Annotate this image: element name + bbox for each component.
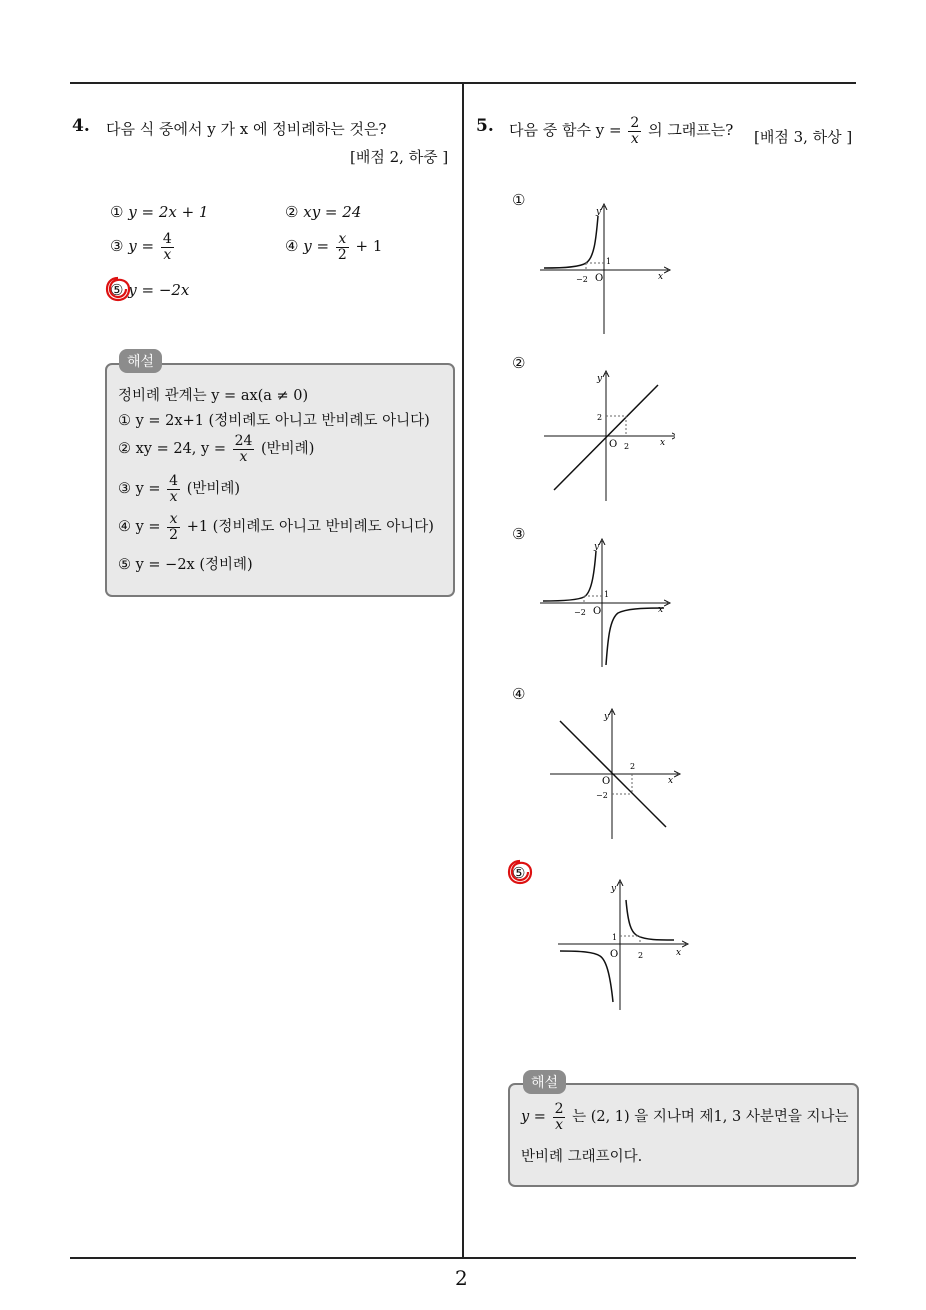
svg-text:y: y	[597, 374, 603, 384]
q5-graph-3[interactable]	[540, 537, 675, 672]
q5-question-text: 다음 중 함수 y = $\frac{2}{x}$ 의 그래프는?	[509, 115, 734, 147]
svg-text:−2: −2	[596, 791, 608, 800]
svg-text:1: 1	[612, 933, 618, 942]
option-prefix: y =	[303, 237, 330, 256]
option-text: y = −2x	[128, 281, 190, 299]
option-marker: ①	[110, 203, 124, 221]
q5-expl-line1: y = $\frac{2}{x}$ 는 (2, 1) 을 지나며 제1, 3 사분면을 지나는	[521, 1101, 849, 1133]
svg-text:O: O	[595, 273, 604, 284]
column-divider	[462, 84, 464, 1259]
svg-text:y: y	[596, 207, 602, 217]
svg-text:x: x	[668, 776, 674, 786]
q4-option-4[interactable]	[285, 232, 382, 262]
q5-expl-line2: 반비례 그래프이다.	[521, 1149, 643, 1165]
q5-option-4-marker[interactable]: ④	[512, 685, 526, 703]
option-marker: ⑤	[110, 281, 124, 299]
q5-graph-5[interactable]	[556, 878, 691, 1013]
q4-answer-circle-icon	[104, 275, 132, 303]
bottom-rule	[70, 1257, 856, 1259]
q5-meta: [배점 3, 하상 ]	[754, 128, 853, 146]
q4-explanation-tag: 해설	[119, 349, 162, 373]
svg-text:x: x	[660, 438, 666, 448]
page-number: 2	[455, 1266, 468, 1290]
q4-question-text: 다음 식 중에서 y 가 x 에 정비례하는 것은?	[106, 120, 387, 138]
svg-text:−2: −2	[574, 608, 586, 617]
q4-expl-line3: ③ y = $\frac{4}{x}$ (반비례)	[118, 473, 241, 505]
option-suffix: + 1	[355, 237, 383, 256]
q4-expl-line4: ④ y = $\frac{x}{2}$ +1 (정비례도 아니고 반비례도 아니다)	[118, 511, 434, 543]
q5-graph-1[interactable]	[540, 200, 675, 340]
fraction: $\frac{4}{x}$	[162, 231, 172, 263]
q4-number: 4.	[72, 116, 90, 136]
svg-text:x: x	[658, 272, 664, 282]
svg-text:1: 1	[606, 257, 612, 266]
q5-option-5-marker[interactable]: ⑤	[512, 864, 526, 882]
svg-text:O: O	[609, 439, 618, 450]
q4-expl-line5: ⑤ y = −2x (정비례)	[118, 557, 253, 573]
svg-text:2: 2	[597, 413, 603, 422]
svg-text:x: x	[676, 948, 682, 958]
option-marker: ③	[110, 237, 124, 256]
svg-text:y: y	[611, 884, 617, 894]
q4-option-3[interactable]	[110, 232, 176, 262]
q5-explanation-tag: 해설	[523, 1070, 566, 1094]
q4-option-2[interactable]	[285, 203, 361, 221]
fraction: $\frac{x}{2}$	[337, 231, 347, 263]
q5-option-2-marker[interactable]: ②	[512, 354, 526, 372]
option-prefix: y =	[128, 237, 155, 256]
q5-graph-2[interactable]	[540, 365, 675, 505]
svg-text:1: 1	[604, 590, 610, 599]
option-text: y = 2x + 1	[128, 203, 209, 221]
q4-expl-line1: ① y = 2x+1 (정비례도 아니고 반비례도 아니다)	[118, 413, 430, 429]
q4-expl-line0: 정비례 관계는 y = ax(a ≠ 0)	[118, 388, 309, 404]
q5-number: 5.	[476, 116, 494, 136]
svg-text:2: 2	[630, 762, 636, 771]
q5-explanation-box	[508, 1083, 859, 1187]
q5-graph-4[interactable]	[548, 707, 683, 842]
svg-text:x: x	[658, 605, 664, 615]
svg-text:O: O	[602, 776, 611, 787]
svg-text:2: 2	[638, 951, 644, 960]
q5-option-3-marker[interactable]: ③	[512, 525, 526, 543]
svg-text:O: O	[610, 949, 619, 960]
option-marker: ④	[285, 237, 299, 256]
svg-text:−2: −2	[576, 275, 588, 284]
q5-option-1-marker[interactable]: ①	[512, 191, 526, 209]
option-marker: ②	[285, 203, 299, 221]
option-text: xy = 24	[303, 203, 362, 221]
svg-text:2: 2	[624, 442, 630, 451]
q4-expl-line2: ② xy = 24, y = $\frac{24}{x}$ (반비례)	[118, 433, 315, 465]
q4-meta: [배점 2, 하중 ]	[350, 148, 449, 166]
q4-option-1[interactable]	[110, 203, 208, 221]
q5-answer-circle-icon	[506, 858, 534, 886]
svg-text:y: y	[604, 712, 610, 722]
svg-text:O: O	[593, 606, 602, 617]
svg-text:y: y	[594, 542, 600, 552]
